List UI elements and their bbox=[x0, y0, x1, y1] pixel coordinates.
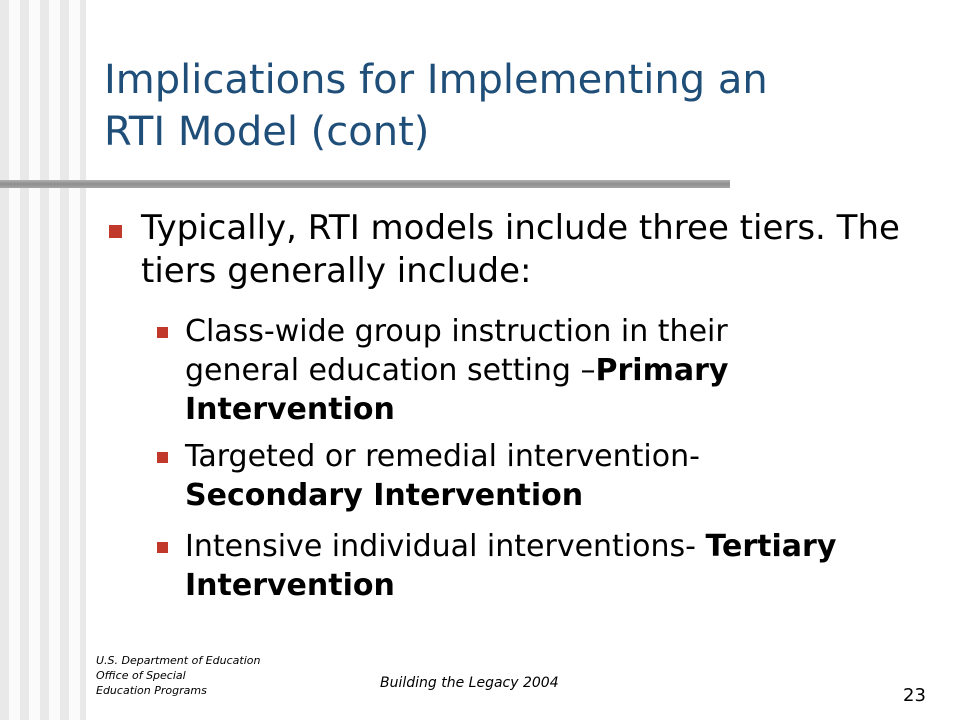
footer-org-line: Education Programs bbox=[96, 684, 207, 697]
footer-org-line: Office of Special bbox=[96, 669, 186, 682]
sub-bullet-bold: Tertiary Intervention bbox=[185, 529, 837, 603]
footer-center-text: Building the Legacy 2004 bbox=[380, 675, 559, 691]
slide-title bbox=[104, 54, 924, 158]
main-bullet-text: Typically, RTI models include three tiers. The tiers generally include: bbox=[141, 208, 900, 291]
bullet-square-icon bbox=[109, 225, 122, 238]
title-divider bbox=[0, 180, 730, 188]
sub-bullet-plain: Targeted or remedial intervention- bbox=[185, 439, 700, 474]
sub-bullet-plain: Class-wide group instruction in their general education setting – bbox=[185, 314, 728, 388]
sub-bullet-bold: Secondary Intervention bbox=[185, 478, 584, 513]
slide-title-line-1: Implications for Implementing an bbox=[104, 57, 768, 103]
footer-org-line: U.S. Department of Education bbox=[96, 654, 261, 667]
sub-bullet-text bbox=[185, 527, 845, 605]
sub-bullet-text bbox=[185, 437, 845, 515]
sub-bullet-bold: Primary Intervention bbox=[185, 353, 729, 427]
bullet-square-icon bbox=[157, 327, 168, 338]
bullet-square-icon bbox=[157, 542, 168, 553]
slide-title-line-2: RTI Model (cont) bbox=[104, 109, 430, 155]
page-number: 23 bbox=[903, 685, 926, 706]
footer-organization bbox=[96, 653, 326, 698]
sub-bullet-text bbox=[185, 312, 845, 429]
bullet-square-icon bbox=[157, 452, 168, 463]
sub-bullet-plain: Intensive individual interventions- bbox=[185, 529, 706, 564]
